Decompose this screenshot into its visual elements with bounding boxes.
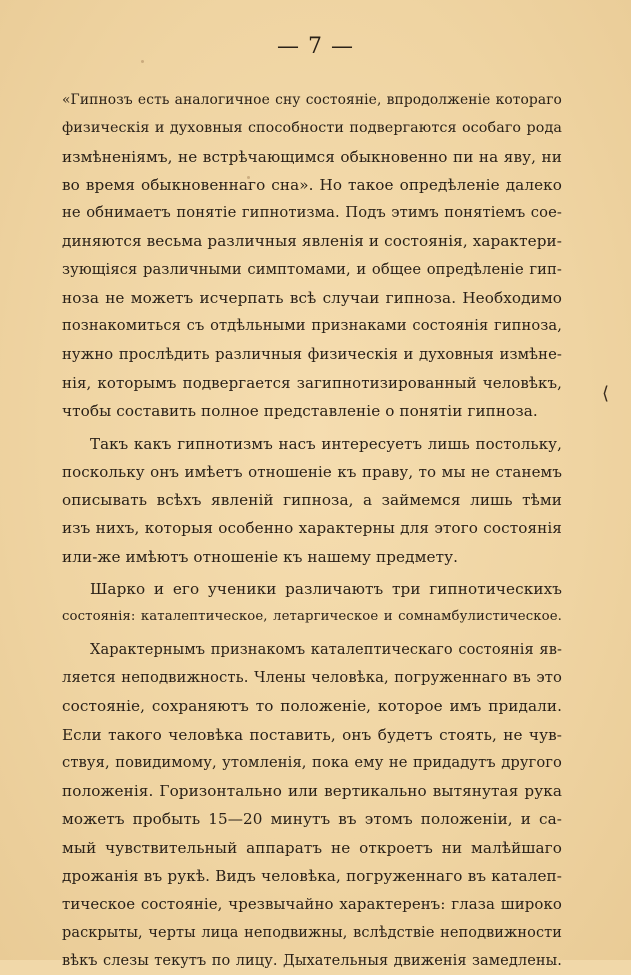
- text-line: положенiя. Горизонтально или вертикально вытянутая рука: [62, 782, 562, 801]
- text-line: можетъ пробыть 15—20 минутъ въ этомъ положенiи, и са-: [62, 810, 562, 829]
- text-line: Такъ какъ гипнотизмъ насъ интересуетъ лишь постольку,: [90, 434, 562, 453]
- text-line: ствуя, повидимому, утомленiя, пока ему не придадутъ другого: [62, 753, 562, 771]
- text-line: зующiяся различными симптомами, и общее опредѣленiе гип-: [62, 260, 562, 278]
- page-number: — 7 —: [277, 34, 354, 59]
- paper-speck: [141, 60, 144, 63]
- text-line: Шарко и его ученики различаютъ три гипнотическихъ: [90, 580, 562, 599]
- text-line: дрожанiя въ рукѣ. Видъ человѣка, погруженнагo въ каталеп-: [62, 867, 562, 886]
- paragraph-3: [62, 575, 562, 632]
- text-line: диняются весьма различныя явленiя и состоянiя, характери-: [62, 232, 562, 251]
- text-line: чтобы составить полное представленiе о понятiи гипноза.: [62, 402, 538, 421]
- text-line: нужно прослѣдить различныя физическiя и духовныя измѣне-: [62, 345, 562, 363]
- text-line: тическое состоянiе, чрезвычайно характеренъ: глаза широко: [62, 895, 562, 914]
- text-line: физическiя и духовныя способности подвергаются особагo рода: [62, 120, 562, 137]
- text-line: ляется неподвижность. Члены человѣка, погруженнагo въ это: [62, 668, 562, 686]
- text-line: ноза не можетъ исчерпать всѣ случаи гипноза. Необходимо: [62, 289, 562, 308]
- text-line: измѣненiямъ, не встрѣчающимся обыкновенно пи на яву, ни: [62, 147, 562, 166]
- text-line: описывать всѣхъ явленiй гипноза, а займемся лишь тѣми: [62, 491, 562, 510]
- margin-mark: ⟨: [602, 383, 610, 404]
- text-line: поскольку онъ имѣетъ отношенiе къ праву, то мы не станемъ: [62, 462, 562, 481]
- text-line: раскрыты, черты лица неподвижны, вслѣдствiе неподвижности: [62, 924, 562, 941]
- text-line: «Гипнозъ есть аналогичное сну состоянiе, впродолженiе котораго: [62, 92, 562, 108]
- text-line: нiя, которымъ подвергается загипнотизированный человѣкъ,: [62, 373, 562, 392]
- paragraph-2: [62, 430, 562, 571]
- text-line: Если такого человѣка поставить, онъ будетъ стоять, не чув-: [62, 725, 562, 744]
- text-line: или-же имѣютъ отношенiе къ нашему предмету.: [62, 547, 459, 566]
- text-line: изъ нихъ, которыя особенно характерны для этого состоянiя: [62, 519, 562, 538]
- text-line: вѣкъ слезы текутъ по лицу. Дыхательныя движенiя замедлены.: [62, 952, 562, 969]
- body-text: [62, 86, 562, 975]
- text-line: состоянiе, сохраняютъ то положенiе, которое имъ придали.: [62, 697, 562, 716]
- text-line: не обнимаетъ понятiе гипнотизма. Подъ этимъ понятiемъ сое-: [62, 204, 562, 222]
- paragraph-1: [62, 86, 562, 426]
- text-line: состоянiя: каталептическое, летаргическое и сомнамбулистическое.: [62, 609, 562, 625]
- text-line: Характернымъ признакомъ каталептическагo состоянiя яв-: [90, 640, 562, 658]
- text-line: познакомиться съ отдѣльными признаками состоянiя гипноза,: [62, 317, 562, 335]
- text-line: во время обыкновеннагo сна». Но такое опредѣленiе далеко: [62, 175, 562, 194]
- paragraph-4: [62, 636, 562, 975]
- text-line: мый чувствительный аппаратъ не откроетъ ни малѣйшагo: [62, 838, 562, 857]
